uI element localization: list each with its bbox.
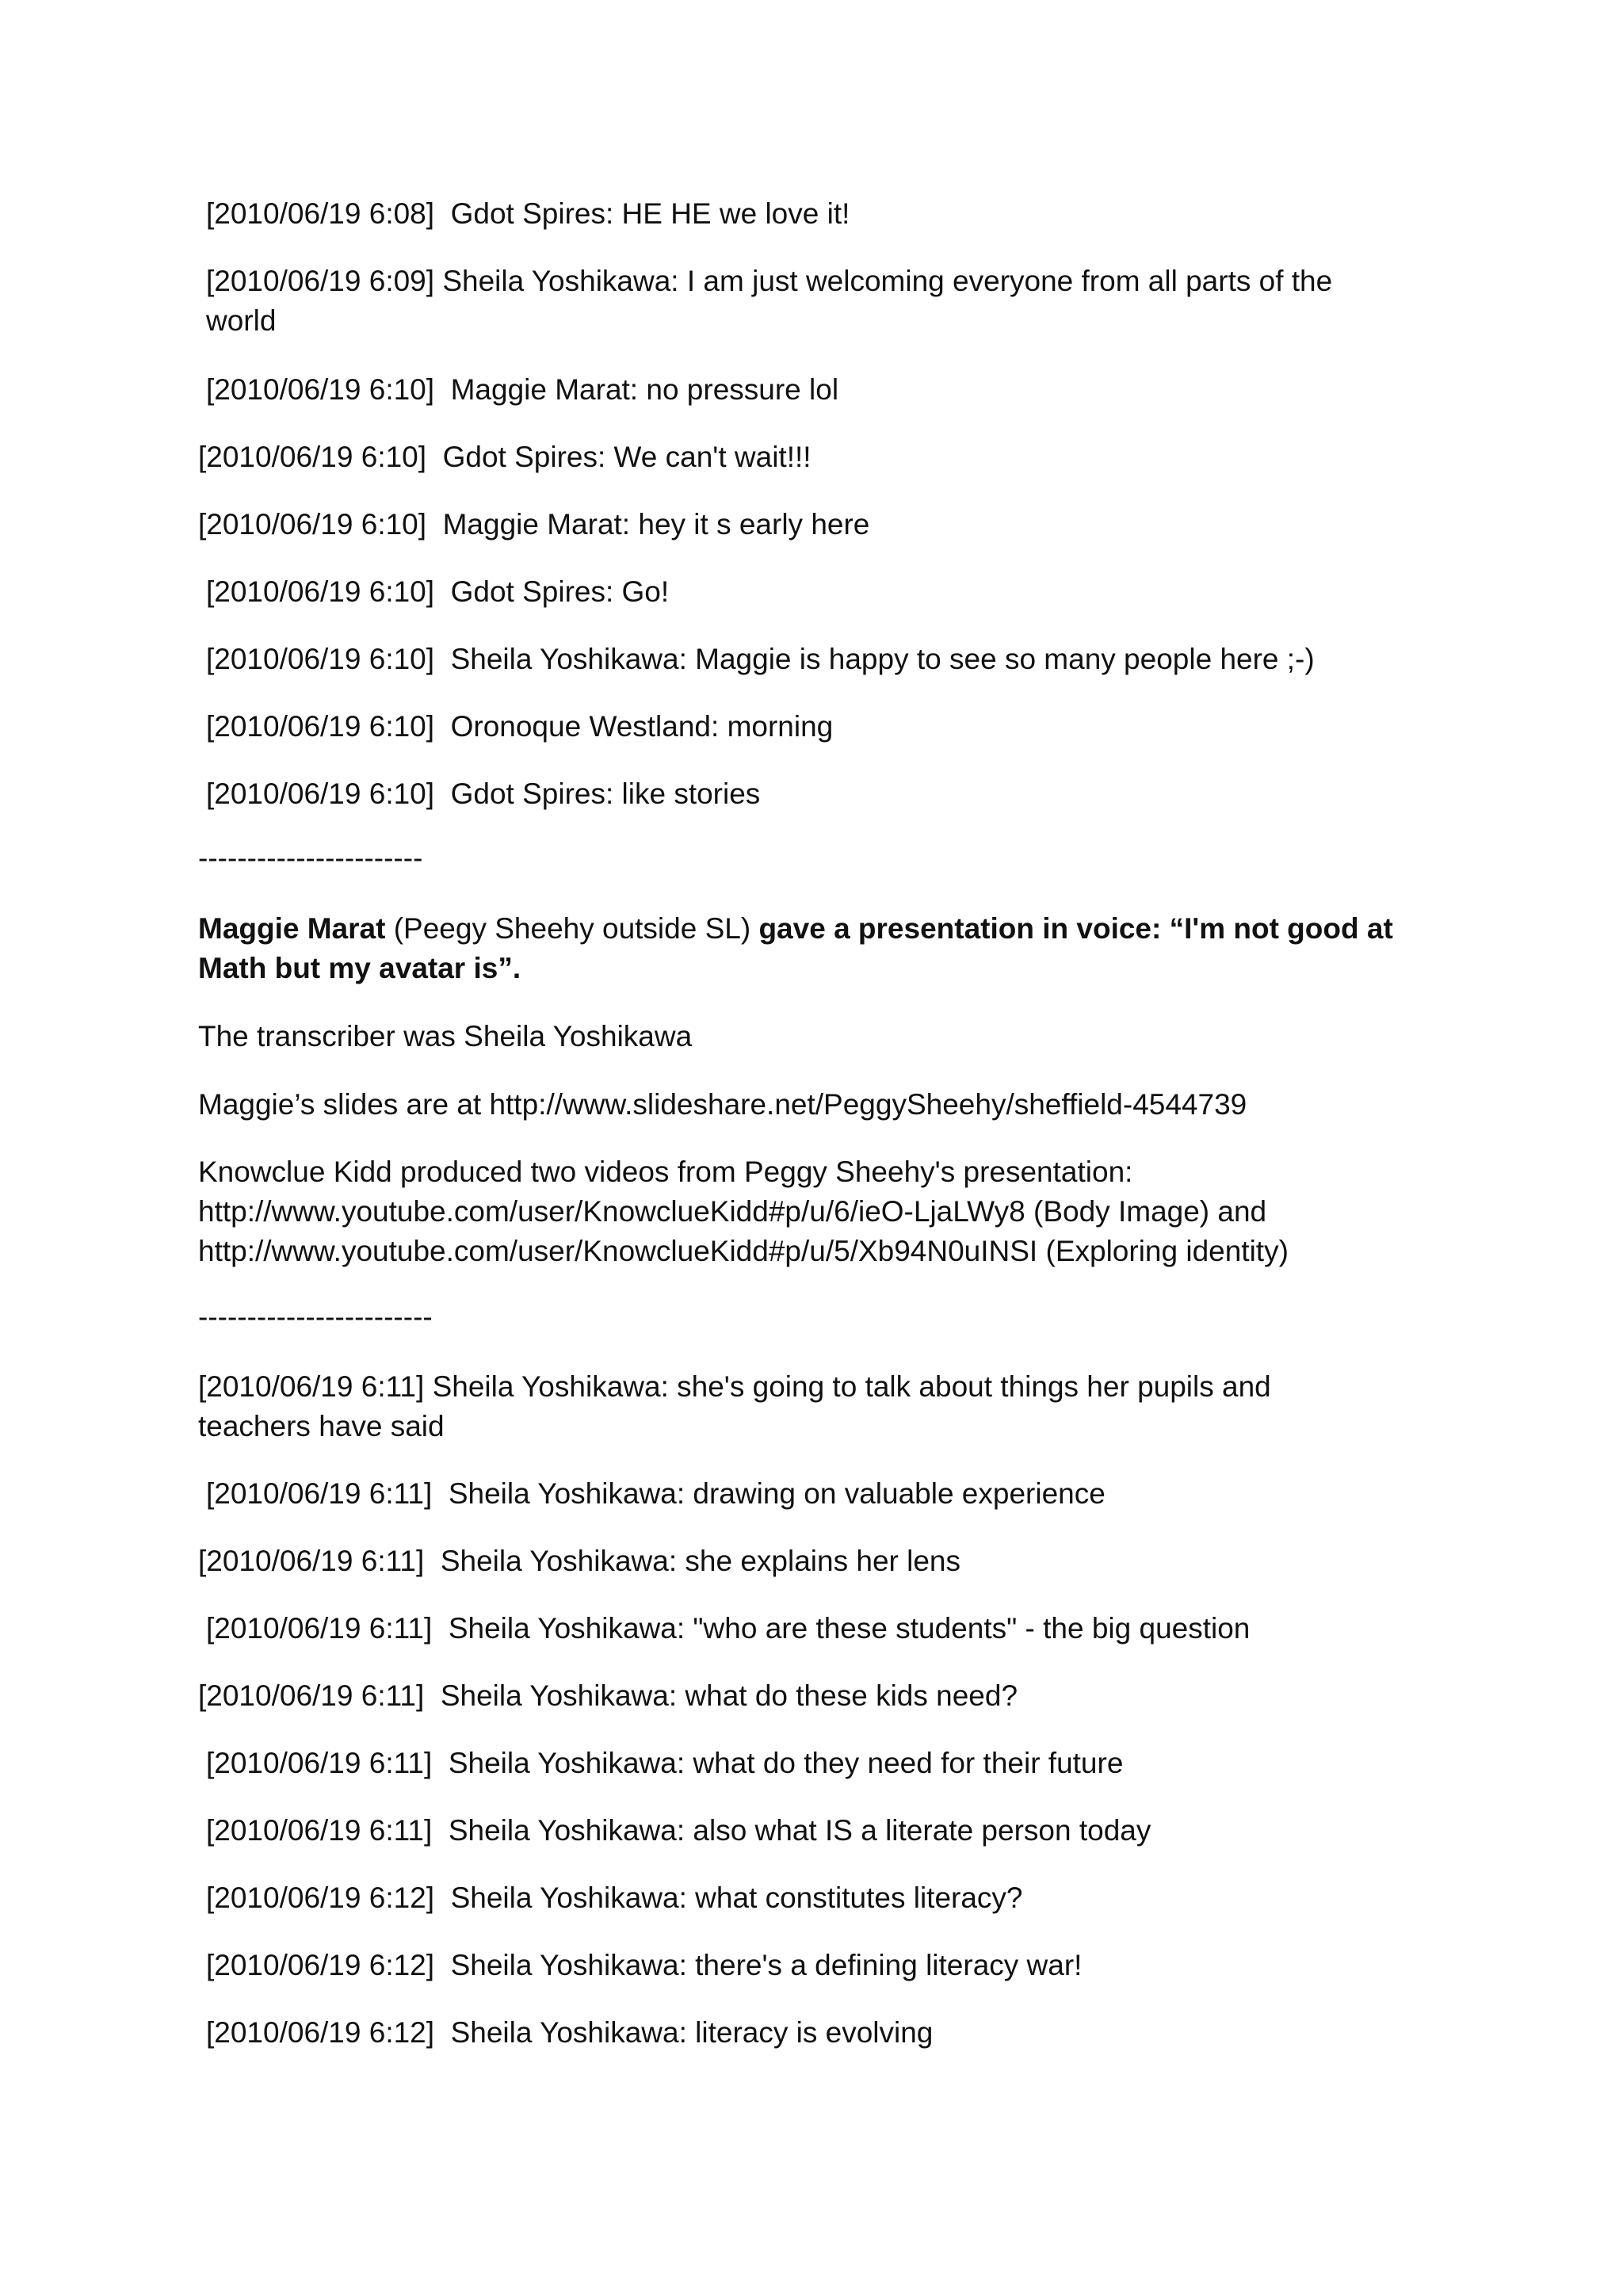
chat-line: [2010/06/19 6:11] Sheila Yoshikawa: she's going to talk about things her pupils and teachers have said — [198, 1370, 1271, 1442]
chat-line: [2010/06/19 6:11] Sheila Yoshikawa: "who are these students" - the big question — [206, 1612, 1251, 1645]
chat-line: [2010/06/19 6:12] Sheila Yoshikawa: what constitutes literacy? — [206, 1881, 1023, 1914]
chat-line: [2010/06/19 6:12] Sheila Yoshikawa: literacy is evolving — [206, 2016, 934, 2049]
video-link-exploring-identity: http://www.youtube.com/user/KnowclueKidd#p/u/5/Xb94N0uINSI (Exploring identity) — [198, 1235, 1289, 1267]
section-divider: ----------------------- — [198, 842, 423, 874]
chat-line: [2010/06/19 6:11] Sheila Yoshikawa: drawing on valuable experience — [206, 1477, 1106, 1510]
transcriber-line: The transcriber was Sheila Yoshikawa — [198, 1020, 693, 1052]
chat-line: [2010/06/19 6:10] Oronoque Westland: morning — [206, 710, 834, 743]
presenter-name: Maggie Marat — [198, 912, 386, 945]
chat-line: [2010/06/19 6:11] Sheila Yoshikawa: she explains her lens — [198, 1545, 960, 1577]
chat-line: [2010/06/19 6:10] Gdot Spires: Go! — [206, 575, 670, 608]
chat-line: [2010/06/19 6:11] Sheila Yoshikawa: also what IS a literate person today — [206, 1814, 1151, 1847]
chat-line: [2010/06/19 6:10] Maggie Marat: hey it s early here — [198, 508, 870, 541]
presenter-note: (Peegy Sheehy outside SL) — [385, 912, 759, 945]
chat-line: [2010/06/19 6:11] Sheila Yoshikawa: what do these kids need? — [198, 1679, 1018, 1712]
chat-line: [2010/06/19 6:08] Gdot Spires: HE HE we love it! — [206, 197, 850, 230]
chat-line: [2010/06/19 6:11] Sheila Yoshikawa: what do they need for their future — [206, 1747, 1124, 1779]
chat-line: [2010/06/19 6:12] Sheila Yoshikawa: there's a defining literacy war! — [206, 1949, 1083, 1981]
video-link-body-image: http://www.youtube.com/user/KnowclueKidd#p/u/6/ieO-LjaLWy8 (Body Image) and — [198, 1195, 1267, 1228]
presentation-heading — [198, 909, 1434, 988]
chat-line: [2010/06/19 6:10] Maggie Marat: no pressure lol — [206, 373, 839, 406]
presentation-title: gave a presentation in voice: “I'm not good at Math but my avatar is”. — [198, 912, 1393, 984]
videos-line: Knowclue Kidd produced two videos from Peggy Sheehy's presentation: — [198, 1156, 1133, 1188]
chat-line: [2010/06/19 6:09] Sheila Yoshikawa: I am just welcoming everyone from all parts of the world — [206, 265, 1333, 337]
chat-line: [2010/06/19 6:10] Gdot Spires: like stories — [206, 777, 761, 810]
slides-link-line: Maggie’s slides are at http://www.slideshare.net/PeggySheehy/sheffield-4544739 — [198, 1088, 1247, 1121]
section-divider: ------------------------ — [198, 1301, 433, 1333]
chat-line: [2010/06/19 6:10] Sheila Yoshikawa: Maggie is happy to see so many people here ;-) — [206, 643, 1315, 675]
chat-line: [2010/06/19 6:10] Gdot Spires: We can't wait!!! — [198, 441, 812, 473]
